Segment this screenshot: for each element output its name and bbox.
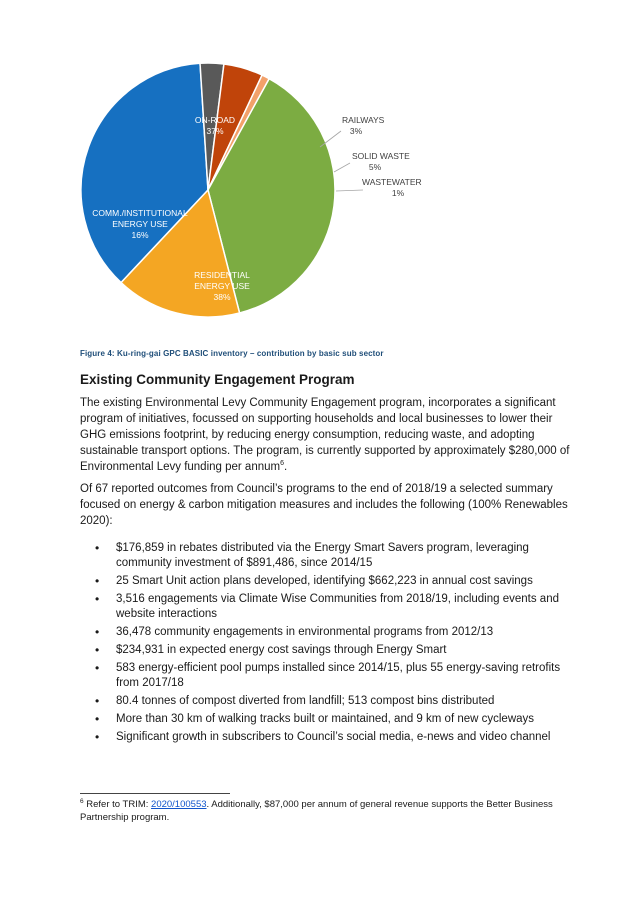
intro-paragraph-text: The existing Environmental Levy Community Engagement program, incorporates a significant program of initiatives, focussed on supporting households and local businesses to lower their GHG emissions footprint, by reducing energy consumption, reducing waste, and adopting sustainable transport options. The program, is currently supported by approximately $280,000 of Environmental Levy funding per annum <box>80 397 570 473</box>
figure-caption-text: Figure 4: Ku-ring-gai GPC BASIC inventory – contribution by basic sub sector <box>80 349 384 358</box>
section-heading: Existing Community Engagement Program <box>80 372 355 387</box>
footnote-number: 6 <box>80 797 84 805</box>
slice-label: SOLID WASTE 5% <box>352 151 410 172</box>
list-item: • Significant growth in subscribers to Council’s social media, e-news and video channel <box>80 730 570 745</box>
footnote-divider <box>80 793 230 794</box>
trim-link[interactable]: 2020/100553 <box>151 799 207 810</box>
intro-paragraph-end: . <box>284 461 288 473</box>
footnote <box>80 798 570 824</box>
list-item: • 583 energy-efficient pool pumps installed since 2014/15, plus 55 energy-saving retrofits from 2017/18 <box>80 661 570 691</box>
figure-caption <box>80 349 384 358</box>
intro-paragraph <box>80 395 570 475</box>
footnote-prefix: Refer to TRIM: <box>86 799 152 810</box>
leader-line <box>336 190 363 191</box>
outcomes-list <box>80 541 570 748</box>
list-item: • $176,859 in rebates distributed via the Energy Smart Savers program, leveraging community investment of $891,486, since 2014/15 <box>80 541 570 571</box>
slice-label: WASTEWATER 1% <box>362 177 422 198</box>
leader-line <box>334 163 350 172</box>
list-item: • 25 Smart Unit action plans developed, identifying $662,223 in annual cost savings <box>80 574 570 589</box>
slice-label: RESIDENTIAL ENERGY USE 38% <box>194 270 250 302</box>
slice-label: RAILWAYS 3% <box>342 115 385 136</box>
outcomes-paragraph: Of 67 reported outcomes from Council’s programs to the end of 2018/19 a selected summary focused on energy & carbon mitigation measures and includes the following (100% Renewables 2020): <box>80 483 568 527</box>
list-item: • More than 30 km of walking tracks built or maintained, and 9 km of new cycleways <box>80 712 570 727</box>
slice-label: COMM./INSTITUTIONAL ENERGY USE 16% <box>92 208 188 240</box>
list-item: • $234,931 in expected energy cost savings through Energy Smart <box>80 643 570 658</box>
list-item: • 36,478 community engagements in environmental programs from 2012/13 <box>80 625 570 640</box>
list-item: • 80.4 tonnes of compost diverted from landfill; 513 compost bins distributed <box>80 694 570 709</box>
slice-label: ON-ROAD 37% <box>194 115 236 136</box>
footnote-suffix: . Additionally, $87,000 per annum of general revenue supports the Better Business Partnership program. <box>80 799 553 823</box>
pie-chart <box>0 0 638 345</box>
footnote-ref[interactable]: 6 <box>280 460 284 468</box>
list-item: • 3,516 engagements via Climate Wise Communities from 2018/19, including events and website interactions <box>80 592 570 622</box>
